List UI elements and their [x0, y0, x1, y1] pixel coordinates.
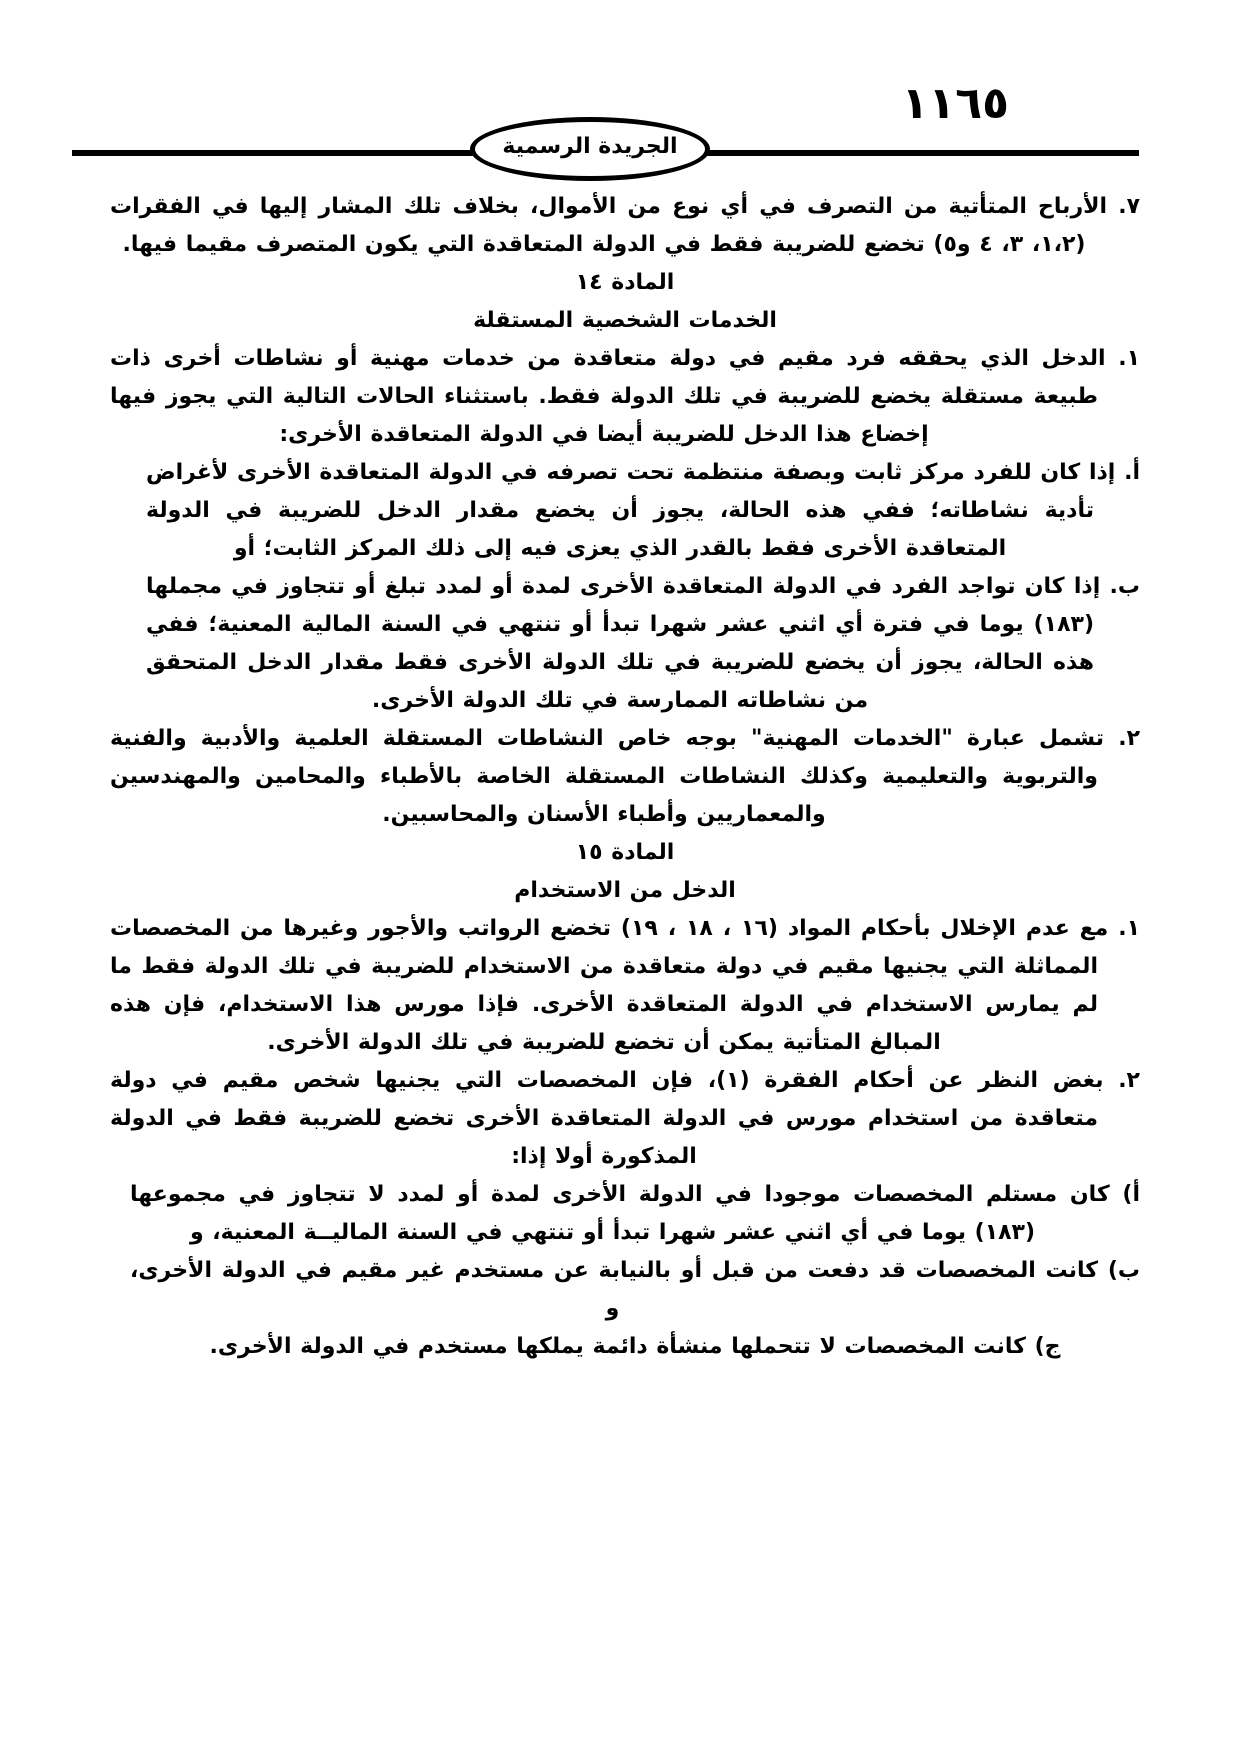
clause-7: ٧. الأرباح المتأتية من التصرف في أي نوع من الأموال، بخلاف تلك المشار إليها في الفقرات (١،٢، ٣، ٤ و٥) تخضع للضريبة فقط في الدولة المتعاقدة التي يكون المتصرف مقيما فيها. — [110, 194, 1140, 257]
gazette-badge — [470, 117, 710, 181]
article-14-clause-1b: ب. إذا كان تواجد الفرد في الدولة المتعاقدة الأخرى لمدة أو لمدد تبلغ أو تتجاوز في مجملها (١٨٣) يوما في فترة أي اثني عشر شهرا تبدأ أو تنتهي في السنة المالية المعنية؛ ففي هذه الحالة، يجوز أن يخضع للضريبة في تلك الدولة الأخرى فقط مقدار الدخل المتحقق من نشاطاته الممارسة في تلك الدولة الأخرى. — [146, 574, 1140, 713]
article-15-clause-1: ١. مع عدم الإخلال بأحكام المواد (١٦ ، ١٨ ، ١٩) تخضع الرواتب والأجور وغيرها من المخصصات المماثلة التي يجنيها مقيم في دولة متعاقدة من الاستخدام للضريبة في تلك الدولة فقط ما لم يمارس الاستخدام في الدولة المتعاقدة الأخرى. فإذا مورس هذا الاستخدام، فإن هذه المبالغ المتأتية يمكن أن تخضع للضريبة في تلك الدولة الأخرى. — [110, 916, 1141, 1055]
article-14-title: المادة ١٤ — [575, 270, 675, 295]
article-14-subtitle: الخدمات الشخصية المستقلة — [473, 308, 777, 333]
article-15-clause-2c: ج) كانت المخصصات لا تتحملها منشأة دائمة يملكها مستخدم في الدولة الأخرى. — [209, 1334, 1061, 1359]
article-14-clause-2: ٢. تشمل عبارة "الخدمات المهنية" بوجه خاص النشاطات المستقلة العلمية والأدبية والفنية والتربوية والتعليمية وكذلك النشاطات المستقلة الخاصة بالأطباء والمحامين والمهندسين والمعماريين وأطباء الأسنان والمحاسبين. — [110, 726, 1140, 827]
article-15-clause-2: ٢. بغض النظر عن أحكام الفقرة (١)، فإن المخصصات التي يجنيها شخص مقيم في دولة متعاقدة من استخدام مورس في الدولة المتعاقدة الأخرى تخضع للضريبة فقط في الدولة المذكورة أولا إذا: — [110, 1068, 1140, 1169]
article-15-clause-2a: أ) كان مستلم المخصصات موجودا في الدولة الأخرى لمدة أو لمدد لا تتجاوز في مجموعها (١٨٣) يوما في أي اثني عشر شهرا تبدأ أو تنتهي في السنة الماليــة المعنية، و — [130, 1182, 1140, 1245]
article-15-clause-2b: ب) كانت المخصصات قد دفعت من قبل أو بالنيابة عن مستخدم غير مقيم في الدولة الأخرى، و — [130, 1258, 1140, 1321]
article-14-clause-1a: أ. إذا كان للفرد مركز ثابت وبصفة منتظمة تحت تصرفه في الدولة المتعاقدة الأخرى لأغراض تأدية نشاطاته؛ ففي هذه الحالة، يجوز أن يخضع مقدار الدخل للضريبة في الدولة المتعاقدة الأخرى فقط بالقدر الذي يعزى فيه إلى ذلك المركز الثابت؛ أو — [146, 460, 1140, 561]
gazette-badge-label: الجريدة الرسمية — [502, 134, 678, 159]
article-14-clause-1: ١. الدخل الذي يحققه فرد مقيم في دولة متعاقدة من خدمات مهنية أو نشاطات أخرى ذات طبيعة مستقلة يخضع للضريبة في تلك الدولة فقط. باستثناء الحالات التالية التي يجوز فيها إخضاع هذا الدخل للضريبة أيضا في الدولة المتعاقدة الأخرى: — [110, 346, 1140, 447]
article-15-title: المادة ١٥ — [575, 840, 675, 865]
document-body — [110, 188, 1140, 1366]
page-number: ١١٦٥ — [901, 78, 1009, 129]
page-header — [0, 0, 1241, 190]
article-15-subtitle: الدخل من الاستخدام — [514, 878, 736, 903]
